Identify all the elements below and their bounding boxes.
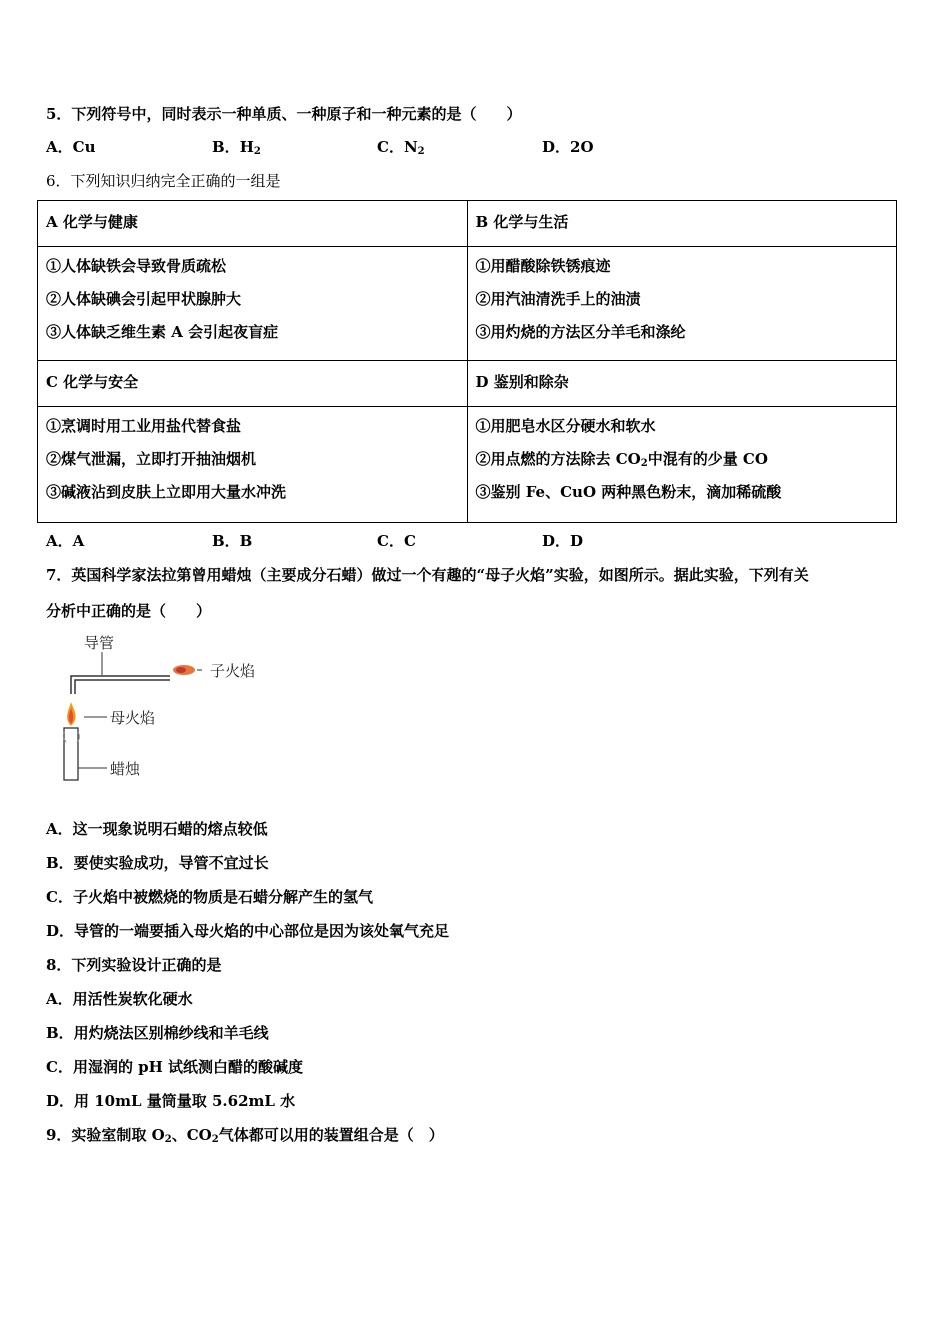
knowledge-table (37, 200, 897, 523)
q7-option-c: C．子火焰中被燃烧的物质是石蜡分解产生的氢气 (46, 888, 373, 906)
cell-a-body (38, 247, 468, 361)
a-item-2: ②人体缺碘会引起甲状腺肿大 (46, 290, 242, 308)
cell-d-body (467, 407, 897, 523)
q5-option-a: A．Cu (46, 138, 96, 156)
label-candle: 蜡烛 (110, 760, 141, 778)
b-item-2: ②用汽油清洗手上的油渍 (475, 290, 641, 308)
q6-option-d: D．D (542, 532, 584, 550)
q6-option-a: A．A (46, 532, 85, 550)
q8-option-d: D．用 10mL 量筒量取 5.62mL 水 (46, 1092, 296, 1110)
q5-option-d: D．2O (542, 138, 594, 156)
c-item-2: ②煤气泄漏，立即打开抽油烟机 (46, 450, 257, 468)
q7-option-d: D．导管的一端要插入母火焰的中心部位是因为该处氧气充足 (46, 922, 450, 940)
q6-option-b: B．B (212, 532, 253, 550)
c-item-3: ③碱液沾到皮肤上立即用大量水冲洗 (46, 483, 287, 501)
q5-stem: 5．下列符号中，同时表示一种单质、一种原子和一种元素的是（ ） (46, 105, 522, 123)
cell-b-title: B 化学与生活 (467, 201, 897, 247)
q7-option-b: B．要使实验成功，导管不宜过长 (46, 854, 269, 872)
q8-stem: 8．下列实验设计正确的是 (46, 956, 222, 974)
b-item-3: ③用灼烧的方法区分羊毛和涤纶 (475, 323, 686, 341)
q9-stem: 9．实验室制取 $O_2$、$CO_2$气体都可以用的装置组合是（ ） (46, 1126, 444, 1145)
label-child-flame: 子火焰 (210, 662, 256, 680)
b-item-1: ①用醋酸除铁锈痕迹 (475, 257, 611, 275)
q8-option-a: A．用活性炭软化硬水 (46, 990, 193, 1008)
q7-stem-line2: 分析中正确的是（ ） (46, 602, 212, 620)
q6-option-c: C．C (377, 532, 416, 550)
c-item-1: ①烹调时用工业用盐代替食盐 (46, 417, 242, 435)
cell-d-title: D 鉴别和除杂 (467, 361, 897, 407)
d-item-3: ③鉴别 Fe、CuO 两种黑色粉末，滴加稀硫酸 (475, 483, 782, 501)
q8-option-b: B．用灼烧法区别棉纱线和羊毛线 (46, 1024, 269, 1042)
q5-option-c: C．$N_2$ (377, 138, 425, 157)
q7-option-a: A．这一现象说明石蜡的熔点较低 (46, 820, 268, 838)
label-tube: 导管 (84, 634, 115, 652)
q5-option-b: B．$H_2$ (212, 138, 261, 157)
q7-stem-line1: 7．英国科学家法拉第曾用蜡烛（主要成分石蜡）做过一个有趣的“母子火焰”实验，如图所示。据此实验，下列有关 (46, 566, 809, 584)
d-item-1: ①用肥皂水区分硬水和软水 (475, 417, 656, 435)
mother-child-flame-figure (52, 628, 292, 788)
a-item-3: ③人体缺乏维生素 A 会引起夜盲症 (46, 323, 279, 341)
a-item-1: ①人体缺铁会导致骨质疏松 (46, 257, 227, 275)
cell-c-body (38, 407, 468, 523)
q6-stem: 6．下列知识归纳完全正确的一组是 (46, 172, 281, 190)
label-mother-flame: 母火焰 (110, 709, 156, 727)
q8-option-c: C．用湿润的 pH 试纸测白醋的酸碱度 (46, 1058, 304, 1076)
cell-a-title: A 化学与健康 (38, 201, 468, 247)
d-item-2: ②用点燃的方法除去 $CO_2$中混有的少量 CO (475, 450, 768, 469)
cell-b-body (467, 247, 897, 361)
cell-c-title: C 化学与安全 (38, 361, 468, 407)
